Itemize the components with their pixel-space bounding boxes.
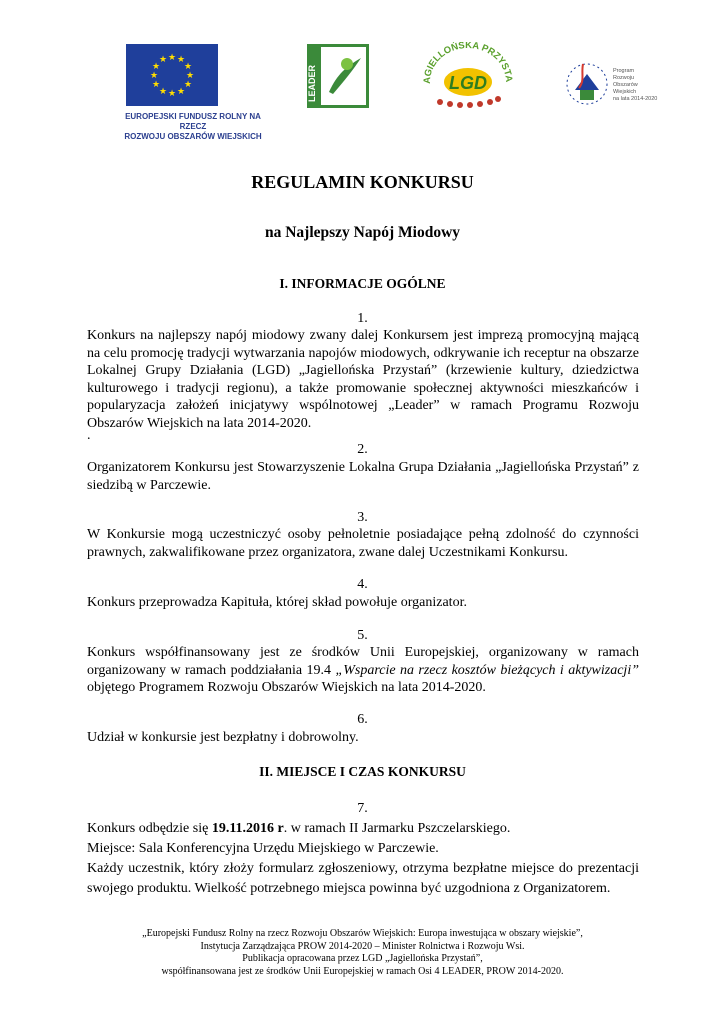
paragraph-number-4: 4.: [357, 577, 368, 592]
paragraph-number-7: 7.: [357, 801, 368, 816]
section-heading-1: I. INFORMACJE OGÓLNE: [279, 276, 446, 291]
prow-text-2: Rozwoju: [613, 75, 635, 81]
paragraph-number-1: 1.: [357, 311, 368, 326]
prow-logo: [565, 54, 665, 114]
footer: [0, 928, 725, 978]
eu-caption-line-1: EUROPEJSKI FUNDUSZ ROLNY NA RZECZ: [125, 112, 261, 131]
eu-caption-line-2: ROZWOJU OBSZARÓW WIEJSKICH: [124, 132, 262, 141]
paragraph-7-details: Każdy uczestnik, który złoży formularz zgłoszeniowy, otrzyma bezpłatne miejsce do prezentacji swojego produktu. Wielkość potrzebnego miejsca powinna być uzgodniona z Organizatorem.: [87, 861, 639, 896]
eu-caption: [113, 112, 273, 142]
logo-bar: [0, 40, 725, 141]
paragraph-2: Organizatorem Konkursu jest Stowarzyszenie Lokalna Grupa Działania „Jagiellońska Przystań” z siedzibą w Parczewie.: [87, 460, 639, 493]
svg-text:★: ★: [158, 87, 168, 97]
paragraph-7-date: 19.11.2016 r: [211, 821, 284, 836]
svg-text:★: ★: [151, 80, 161, 90]
section-heading-2: II. MIEJSCE I CZAS KONKURSU: [259, 764, 466, 779]
footer-line-3: Publikacja opracowana przez LGD „Jagiellońska Przystań”,: [242, 953, 483, 964]
paragraph-5-text-b: objętego Programem Rozwoju Obszarów Wiejskich na lata 2014-2020.: [87, 680, 486, 695]
leader-logo-text: LEADER: [307, 64, 317, 102]
paragraph-number-5: 5.: [357, 628, 368, 643]
paragraph-5-text-a: Konkurs współfinansowany jest ze środków Unii Europejskiej, organizowany w ramach organizowany w ramach poddziałania 19.4: [87, 645, 639, 678]
lgd-logo: [418, 42, 518, 114]
lgd-arc-text: AGIELLOŃSKA PRZYSTA: [421, 42, 515, 85]
svg-text:★: ★: [183, 80, 193, 90]
prow-text-4: Wiejskich: [613, 89, 637, 95]
paragraph-number-6: 6.: [357, 712, 368, 727]
lgd-logo-text: LGD: [449, 73, 487, 93]
svg-text:★: ★: [176, 55, 186, 65]
eu-flag-logo: [126, 44, 218, 106]
svg-text:★: ★: [185, 71, 195, 81]
svg-text:★: ★: [151, 62, 161, 72]
leader-logo: [307, 44, 369, 108]
paragraph-5: [87, 644, 639, 697]
document-title: REGULAMIN KONKURSU: [251, 172, 474, 192]
paragraph-1-dot: .: [87, 428, 91, 443]
prow-text-5: na lata 2014-2020: [613, 96, 658, 102]
paragraph-number-2: 2.: [357, 442, 368, 457]
footer-line-2: Instytucja Zarządzająca PROW 2014-2020 – Minister Rolnictwa i Rozwoju Wsi.: [200, 940, 525, 952]
paragraph-number-3: 3.: [357, 510, 368, 525]
footer-line-4: współfinansowana jest ze środków Unii Europejskiej w ramach Osi 4 LEADER, PROW 2014-2020.: [161, 965, 564, 977]
prow-text-1: Program: [613, 68, 635, 74]
paragraph-7-text-b: . w ramach II Jarmarku Pszczelarskiego.: [283, 821, 511, 836]
document-subtitle: na Najlepszy Napój Miodowy: [264, 224, 461, 241]
svg-text:★: ★: [176, 87, 186, 97]
paragraph-7-text-a: Konkurs odbędzie się: [87, 821, 212, 836]
paragraph-5-italic: „Wsparcie na rzecz kosztów bieżących i aktywizacji”: [335, 662, 640, 678]
footer-line-1: „Europejski Fundusz Rolny na rzecz Rozwoju Obszarów Wiejskich: Europa inwestująca w obszary wiejskie”,: [142, 928, 583, 939]
svg-text:★: ★: [158, 55, 168, 65]
paragraph-6: Udział w konkursie jest bezpłatny i dobrowolny.: [87, 730, 359, 745]
eu-stars-icon: [126, 44, 218, 106]
svg-text:★: ★: [167, 89, 177, 99]
svg-text:★: ★: [149, 71, 159, 81]
svg-text:★: ★: [183, 62, 193, 72]
svg-text:★: ★: [167, 53, 177, 63]
paragraph-7-line-1: [87, 819, 639, 839]
paragraph-4: Konkurs przeprowadza Kapituła, której skład powołuje organizator.: [87, 595, 467, 610]
paragraph-7-place: Miejsce: Sala Konferencyjna Urzędu Miejskiego w Parczewie.: [87, 841, 439, 856]
paragraph-7: [87, 819, 639, 899]
paragraph-3: W Konkursie mogą uczestniczyć osoby pełnoletnie posiadające pełną zdolność do czynności prawnych, zakwalifikowane przez organizatora, zwane dalej Uczestnikami Konkursu.: [87, 527, 639, 560]
prow-text-3: Obszarów: [613, 82, 638, 88]
paragraph-1: Konkurs na najlepszy napój miodowy zwany dalej Konkursem jest imprezą promocyjną mającą na celu promocję tradycji wytwarzania napojów miodowych, odkrywanie ich receptur na obszarze Lokalnej Grupy Działania (LGD) „Jagiellońska Przystań” (krzewienie kultury, dziedzictwa kulturowego i tradycji regionu), a także promowanie społecznej aktywności mieszkańców i popularyzacja założeń inicjatywy wspólnotowej „Leader” w ramach Programu Rozwoju Obszarów Wiejskich na lata 2014-2020.: [87, 328, 639, 431]
